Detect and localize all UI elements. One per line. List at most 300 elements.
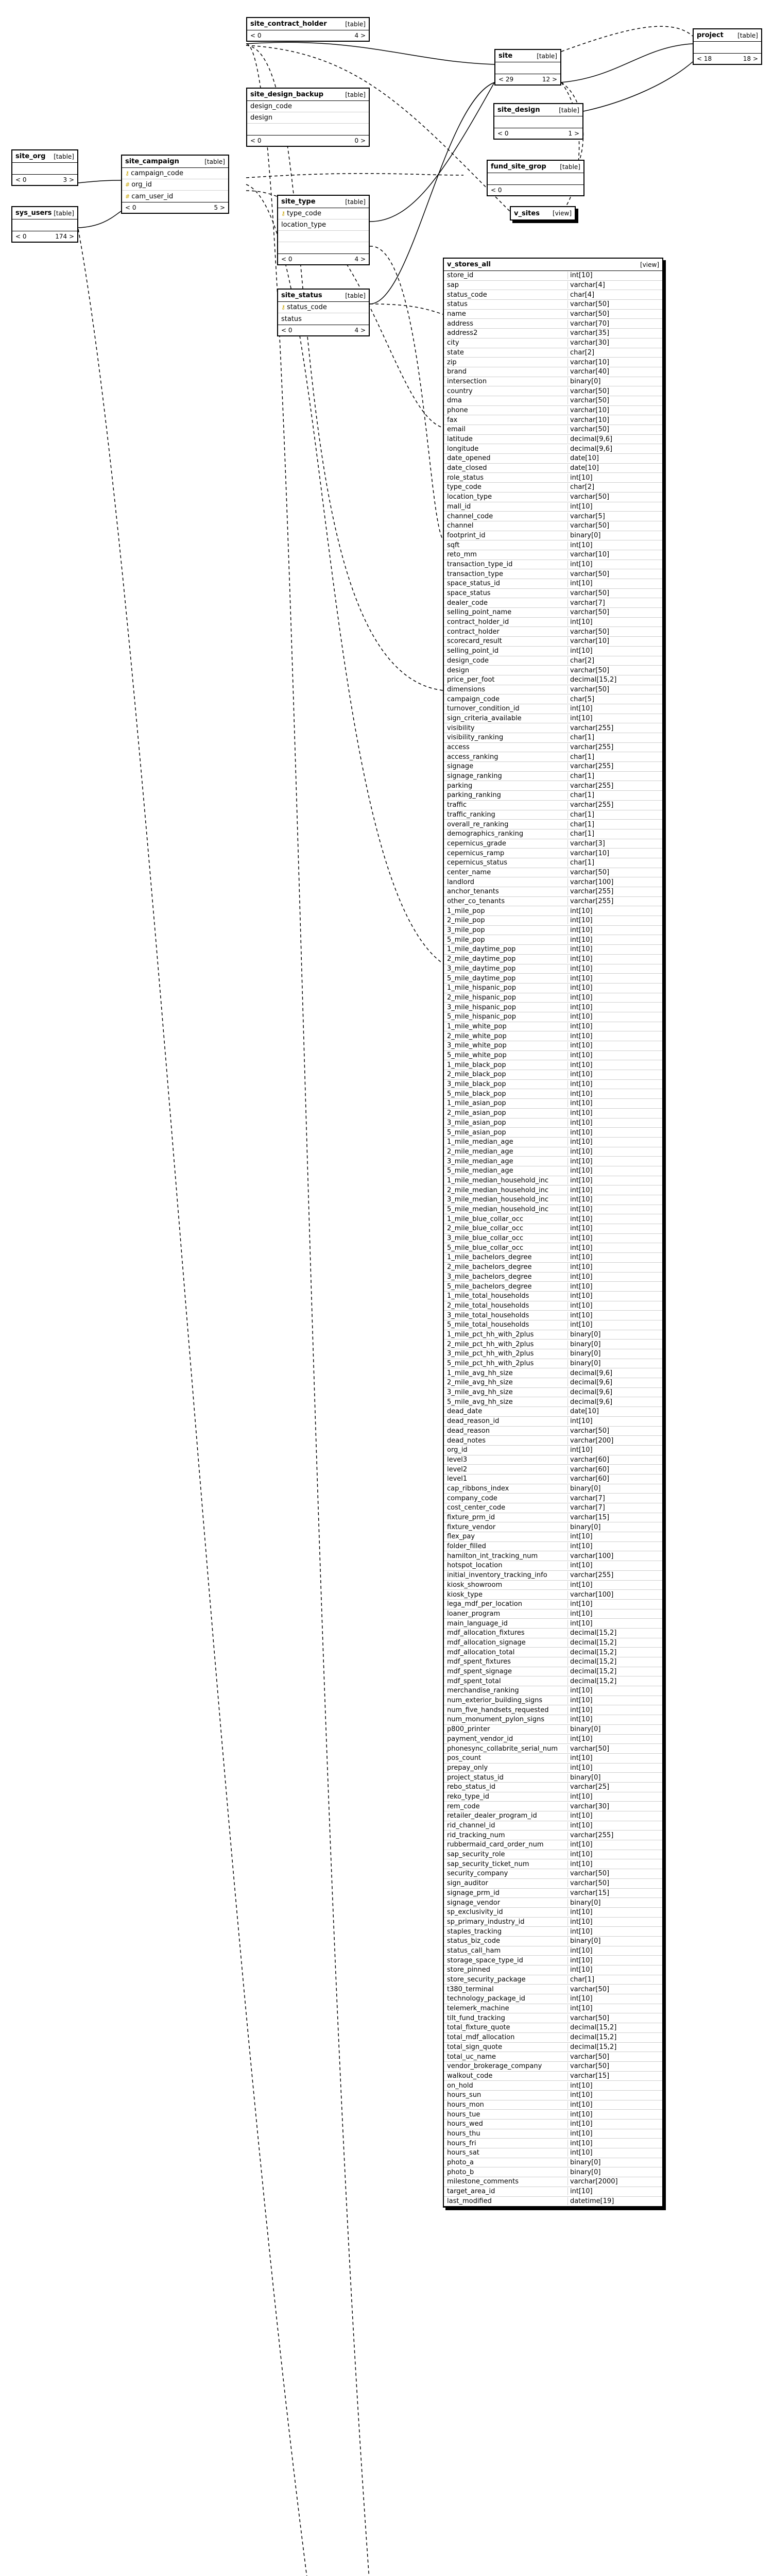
column-type: int[10]: [567, 1841, 659, 1849]
column-row: [444, 993, 662, 1003]
column-type: int[10]: [567, 2005, 659, 2012]
column-type: binary[0]: [567, 1725, 659, 1733]
column-row: [444, 319, 662, 329]
column-name: photo_b: [447, 2168, 474, 2176]
column-row: [444, 454, 662, 464]
column-name: photo_a: [447, 2159, 474, 2167]
column-row: [444, 1340, 662, 1349]
table-project[interactable]: [693, 28, 762, 65]
primary-key-icon: ⚷: [125, 170, 130, 177]
column-name: 3_mile_black_pop: [447, 1080, 506, 1089]
table-kind: [table]: [560, 163, 580, 171]
column-name: mdf_spent_fixtures: [447, 1658, 511, 1666]
column-type: int[10]: [567, 1928, 659, 1936]
column-type: char[1]: [567, 791, 659, 799]
column-row: [444, 1638, 662, 1648]
column-type: decimal[9,6]: [567, 1398, 659, 1406]
column-row: [444, 1667, 662, 1677]
column-row: [444, 1985, 662, 1994]
column-row: [444, 1503, 662, 1513]
column-row: [444, 290, 662, 300]
column-type: varchar[2000]: [567, 2178, 659, 2185]
column-name: flex_pay: [447, 1533, 475, 1541]
column-type: varchar[7]: [567, 599, 659, 607]
column-name: total_fixture_quote: [447, 2024, 510, 2032]
table-site-org[interactable]: [11, 149, 78, 186]
column-type: int[10]: [567, 1138, 659, 1146]
rows-count: < 0: [491, 187, 502, 194]
column-type: varchar[30]: [567, 1803, 659, 1810]
column-row: [444, 1138, 662, 1147]
column-type: varchar[50]: [567, 493, 659, 501]
column-type: varchar[100]: [567, 878, 659, 886]
column-name: design_code: [250, 103, 292, 110]
column-row: [444, 2129, 662, 2139]
column-type: varchar[50]: [567, 686, 659, 693]
column-row: [444, 1821, 662, 1831]
column-type: int[10]: [567, 2140, 659, 2147]
column-type: char[2]: [567, 483, 659, 491]
column-name: design_code: [447, 656, 489, 665]
column-row: [444, 1879, 662, 1889]
column-type: varchar[60]: [567, 1475, 659, 1483]
column-name: 5_mile_hispanic_pop: [447, 1013, 516, 1021]
column-row: [444, 2167, 662, 2177]
column-type: varchar[7]: [567, 1504, 659, 1512]
column-name: 5_mile_blue_collar_occ: [447, 1244, 524, 1252]
column-row: [444, 858, 662, 868]
column-name: type_code: [447, 483, 481, 492]
column-name: status: [447, 300, 468, 309]
column-name: signage_prm_id: [447, 1889, 500, 1897]
column-type: int[10]: [567, 1032, 659, 1040]
table-kind: [table]: [54, 152, 74, 160]
column-name: dimensions: [447, 685, 486, 693]
column-type: varchar[50]: [567, 397, 659, 404]
column-type: varchar[10]: [567, 416, 659, 424]
column-type: binary[0]: [567, 1360, 659, 1367]
column-name: 3_mile_daytime_pop: [447, 964, 516, 973]
column-name: rid_tracking_num: [447, 1831, 505, 1839]
column-type: int[10]: [567, 955, 659, 963]
table-site-type[interactable]: [277, 195, 370, 265]
column-row: [444, 2110, 662, 2120]
column-type: int[10]: [567, 1080, 659, 1088]
column-row: [444, 2091, 662, 2100]
column-name: num_five_handsets_requested: [447, 1706, 549, 1714]
column-type: int[10]: [567, 1119, 659, 1127]
table-site-campaign[interactable]: [121, 155, 229, 214]
column-type: int[10]: [567, 1292, 659, 1300]
column-name: 3_mile_pop: [447, 926, 485, 935]
column-type: int[10]: [567, 1417, 659, 1425]
column-row: [444, 2197, 662, 2207]
column-name: other_co_tenants: [447, 897, 505, 906]
column-row: [444, 1031, 662, 1041]
column-name: signage_vendor: [447, 1899, 501, 1907]
column-type: varchar[100]: [567, 1591, 659, 1599]
view-v-sites[interactable]: [510, 206, 576, 221]
column-row: [444, 1070, 662, 1080]
table-fund-site-grop[interactable]: [487, 160, 584, 196]
column-name: 2_mile_pct_hh_with_2plus: [447, 1340, 534, 1348]
column-row: [444, 579, 662, 589]
column-name: status_call_ham: [447, 1946, 501, 1955]
column-row: [444, 1012, 662, 1022]
column-row: [444, 1571, 662, 1581]
column-name: 2_mile_pop: [447, 917, 485, 925]
column-row: [444, 714, 662, 724]
column-name: 5_mile_pop: [447, 936, 485, 944]
column-type: varchar[255]: [567, 1832, 659, 1839]
column-row: [444, 1792, 662, 1802]
column-row: [444, 1301, 662, 1311]
column-row: [444, 1292, 662, 1301]
column-type: char[2]: [567, 657, 659, 665]
view-v-stores-all[interactable]: [443, 258, 663, 2208]
column-type: decimal[9,6]: [567, 1388, 659, 1396]
edge-site-project-2: [561, 26, 693, 52]
column-type: varchar[255]: [567, 801, 659, 809]
table-site-design-backup[interactable]: [246, 88, 370, 147]
column-type: varchar[50]: [567, 608, 659, 616]
column-name: 5_mile_asian_pop: [447, 1128, 506, 1137]
column-type: varchar[100]: [567, 1552, 659, 1560]
column-name: 1_mile_blue_collar_occ: [447, 1215, 524, 1223]
table-name: sys_users: [15, 209, 52, 217]
column-name: 3_mile_pct_hh_with_2plus: [447, 1350, 534, 1358]
column-type: int[10]: [567, 561, 659, 568]
column-row: [444, 1060, 662, 1070]
column-type: decimal[15,2]: [567, 1639, 659, 1647]
column-type: int[10]: [567, 1090, 659, 1098]
column-name: 1_mile_hispanic_pop: [447, 984, 516, 992]
column-type: int[10]: [567, 1754, 659, 1762]
column-row: [444, 1744, 662, 1754]
column-type: int[10]: [567, 1167, 659, 1175]
column-name: space_status: [447, 589, 491, 598]
column-type: binary[0]: [567, 1937, 659, 1945]
column-row: [444, 1889, 662, 1899]
column-row: [444, 406, 662, 416]
column-row: [444, 1908, 662, 1918]
column-row: [444, 560, 662, 570]
column-row: [444, 425, 662, 435]
column-name: cepernicus_grade: [447, 839, 506, 848]
column-name: channel: [447, 522, 474, 530]
table-sys-users[interactable]: [11, 206, 78, 243]
column-row: [444, 1234, 662, 1244]
column-type: int[10]: [567, 705, 659, 713]
column-name: traffic: [447, 801, 467, 809]
column-type: int[10]: [567, 1042, 659, 1049]
column-name: location_type: [281, 221, 326, 229]
column-name: mdf_spent_signage: [447, 1668, 512, 1676]
column-type: varchar[35]: [567, 329, 659, 337]
column-name: sqft: [447, 541, 460, 549]
column-row: [444, 396, 662, 406]
column-name: reko_type_id: [447, 1792, 489, 1801]
column-row: [444, 1648, 662, 1657]
column-row: [444, 2023, 662, 2033]
column-row: [444, 1956, 662, 1965]
column-row: [444, 945, 662, 955]
column-type: varchar[50]: [567, 628, 659, 636]
column-name: company_code: [447, 1494, 497, 1502]
column-row: [444, 1185, 662, 1195]
column-name: rebo_status_id: [447, 1783, 496, 1791]
column-type: int[10]: [567, 1735, 659, 1743]
column-name: name: [447, 310, 466, 318]
column-row: [444, 444, 662, 454]
column-row: [444, 1811, 662, 1821]
column-type: int[10]: [567, 1099, 659, 1107]
primary-key-icon: ⚷: [281, 304, 286, 311]
column-row: [444, 1224, 662, 1234]
rows-count: < 0: [250, 137, 262, 144]
column-name: phonesync_collabrite_serial_num: [447, 1744, 558, 1753]
column-type: int[10]: [567, 1206, 659, 1213]
column-name: sp_primary_industry_id: [447, 1918, 525, 1926]
column-row: [444, 1214, 662, 1224]
table-name: site_campaign: [125, 158, 179, 165]
column-name: 1_mile_median_age: [447, 1138, 513, 1146]
column-type: int[10]: [567, 1263, 659, 1271]
column-type: varchar[10]: [567, 406, 659, 414]
column-type: varchar[3]: [567, 840, 659, 848]
column-row: [444, 762, 662, 772]
rows-count: < 0: [250, 32, 262, 39]
column-name: last_modified: [447, 2197, 492, 2206]
column-type: int[10]: [567, 1860, 659, 1868]
column-row: [444, 1754, 662, 1764]
column-row: [444, 849, 662, 858]
column-row: [444, 974, 662, 984]
column-type: int[10]: [567, 474, 659, 482]
column-type: varchar[50]: [567, 570, 659, 578]
column-type: int[10]: [567, 1023, 659, 1030]
foreign-key-icon: #: [125, 193, 130, 200]
column-name: 5_mile_bachelors_degree: [447, 1282, 532, 1291]
column-row: [444, 1522, 662, 1532]
column-name: cepernicus_status: [447, 859, 507, 867]
table-name: v_stores_all: [447, 261, 491, 268]
column-row: [444, 1927, 662, 1937]
column-row: [444, 493, 662, 502]
rows-count: < 29: [498, 76, 514, 83]
column-name: hours_fri: [447, 2139, 476, 2147]
column-name: latitude: [447, 435, 473, 444]
column-name: t380_terminal: [447, 1985, 494, 1993]
table-site-design[interactable]: [493, 103, 583, 140]
column-name: space_status_id: [447, 580, 500, 588]
column-name: level2: [447, 1465, 468, 1473]
edge-status-stores: [370, 304, 443, 314]
column-type: binary[0]: [567, 1350, 659, 1358]
column-name: intersection: [447, 377, 487, 385]
column-type: binary[0]: [567, 2168, 659, 2176]
column-name: target_area_id: [447, 2188, 495, 2196]
column-row: [444, 569, 662, 579]
column-type: int[10]: [567, 647, 659, 655]
column-row: [444, 512, 662, 521]
column-row: [444, 906, 662, 916]
column-row: [444, 637, 662, 647]
edge-type-stores: [370, 246, 443, 539]
column-name: hours_tue: [447, 2110, 480, 2119]
column-name: demographics_ranking: [447, 830, 524, 838]
column-type: varchar[50]: [567, 667, 659, 674]
column-name: cepernicus_ramp: [447, 849, 505, 857]
column-type: int[10]: [567, 1225, 659, 1232]
column-type: varchar[10]: [567, 637, 659, 645]
column-type: int[10]: [567, 1244, 659, 1252]
column-name: hours_mon: [447, 2100, 484, 2109]
column-row: [444, 1629, 662, 1638]
column-row: [444, 540, 662, 550]
column-name: telemerk_machine: [447, 2005, 509, 2013]
column-name: main_language_id: [447, 1619, 508, 1628]
column-type: varchar[50]: [567, 2053, 659, 2061]
column-name: 2_mile_bachelors_degree: [447, 1263, 532, 1272]
column-name: prepay_only: [447, 1764, 488, 1772]
column-row: [444, 435, 662, 445]
column-row: [444, 1676, 662, 1686]
column-name: parking: [447, 782, 473, 790]
column-row: [444, 752, 662, 762]
column-row: [444, 1051, 662, 1061]
column-name: dead_notes: [447, 1436, 486, 1445]
column-name: signage: [447, 762, 474, 771]
column-row: [444, 1388, 662, 1398]
column-type: int[10]: [567, 1302, 659, 1310]
column-type: varchar[50]: [567, 426, 659, 433]
column-name: visibility_ranking: [447, 734, 504, 742]
children-count: 12 >: [542, 76, 557, 83]
column-name: 2_mile_black_pop: [447, 1071, 506, 1079]
column-row: [444, 1600, 662, 1609]
children-count: 1 >: [568, 130, 579, 137]
column-row: [444, 1783, 662, 1792]
column-name: contract_holder: [447, 628, 500, 636]
column-type: datetime[19]: [567, 2197, 659, 2205]
column-type: binary[0]: [567, 378, 659, 385]
column-type: int[10]: [567, 936, 659, 944]
column-name: sap: [447, 281, 459, 290]
column-row: [444, 704, 662, 714]
column-name: 5_mile_pct_hh_with_2plus: [447, 1360, 534, 1368]
column-name: turnover_condition_id: [447, 705, 520, 713]
column-type: decimal[15,2]: [567, 2033, 659, 2041]
column-type: int[10]: [567, 945, 659, 953]
column-type: varchar[10]: [567, 850, 659, 857]
column-row: [444, 1368, 662, 1378]
column-type: int[10]: [567, 618, 659, 626]
column-type: date[10]: [567, 464, 659, 472]
column-name: initial_inventory_tracking_info: [447, 1571, 547, 1580]
column-row: [444, 1349, 662, 1359]
column-name: 5_mile_avg_hh_size: [447, 1398, 513, 1406]
table-kind: [table]: [537, 52, 557, 60]
column-name: state: [447, 348, 464, 357]
column-type: varchar[10]: [567, 551, 659, 558]
column-row: [444, 1089, 662, 1099]
column-row: [444, 1802, 662, 1811]
table-name: site_contract_holder: [250, 20, 327, 28]
column-row: [444, 810, 662, 820]
table-site-status[interactable]: [277, 289, 370, 336]
column-row: [444, 1109, 662, 1118]
column-type: int[10]: [567, 2111, 659, 2119]
table-name: site_status: [281, 292, 322, 299]
column-type: binary[0]: [567, 1331, 659, 1338]
column-name: 2_mile_hispanic_pop: [447, 993, 516, 1002]
column-type: int[10]: [567, 715, 659, 722]
column-type: decimal[9,6]: [567, 445, 659, 453]
column-type: varchar[50]: [567, 1427, 659, 1435]
column-name: retailer_dealer_program_id: [447, 1812, 537, 1820]
column-row: [444, 1532, 662, 1542]
column-row: [444, 271, 662, 281]
column-name: landlord: [447, 878, 475, 886]
column-name: 5_mile_total_households: [447, 1321, 529, 1329]
column-type: int[10]: [567, 1706, 659, 1714]
column-type: decimal[15,2]: [567, 2024, 659, 2031]
column-row: [444, 1619, 662, 1629]
column-row: [444, 935, 662, 945]
table-site-contract-holder[interactable]: [246, 17, 370, 42]
column-name: total_sign_quote: [447, 2043, 503, 2051]
rows-count: < 0: [15, 233, 27, 240]
column-type: int[10]: [567, 1129, 659, 1137]
column-type: binary[0]: [567, 1899, 659, 1907]
column-row: [444, 1166, 662, 1176]
table-kind: [table]: [737, 31, 758, 39]
rows-count: < 0: [497, 130, 509, 137]
children-count: 4 >: [354, 256, 366, 263]
column-row: [444, 1205, 662, 1215]
column-row: [444, 1551, 662, 1561]
column-row: [444, 1513, 662, 1523]
column-row: [444, 984, 662, 993]
column-name: org_id: [447, 1446, 468, 1454]
column-row: [444, 329, 662, 338]
column-name: fixture_prm_id: [447, 1514, 495, 1522]
column-type: char[1]: [567, 753, 659, 761]
column-row: [444, 2052, 662, 2062]
column-row: [444, 656, 662, 666]
column-row: [444, 647, 662, 656]
column-row: [444, 2033, 662, 2043]
column-type: varchar[255]: [567, 782, 659, 790]
column-type: varchar[50]: [567, 589, 659, 597]
column-name: 1_mile_daytime_pop: [447, 945, 516, 954]
table-name: site_type: [281, 198, 316, 206]
column-name: kiosk_showroom: [447, 1581, 503, 1589]
column-type: decimal[15,2]: [567, 1658, 659, 1666]
column-type: int[10]: [567, 1234, 659, 1242]
column-row: [444, 2004, 662, 2014]
column-name: location_type: [447, 493, 492, 501]
table-name: site_design_backup: [250, 91, 324, 98]
column-name: 2_mile_asian_pop: [447, 1109, 506, 1117]
column-type: char[5]: [567, 696, 659, 703]
column-name: address: [447, 319, 474, 328]
table-site[interactable]: [494, 49, 561, 86]
column-row: [444, 1378, 662, 1388]
column-name: price_per_foot: [447, 676, 495, 684]
column-name: tilt_fund_tracking: [447, 2014, 505, 2022]
